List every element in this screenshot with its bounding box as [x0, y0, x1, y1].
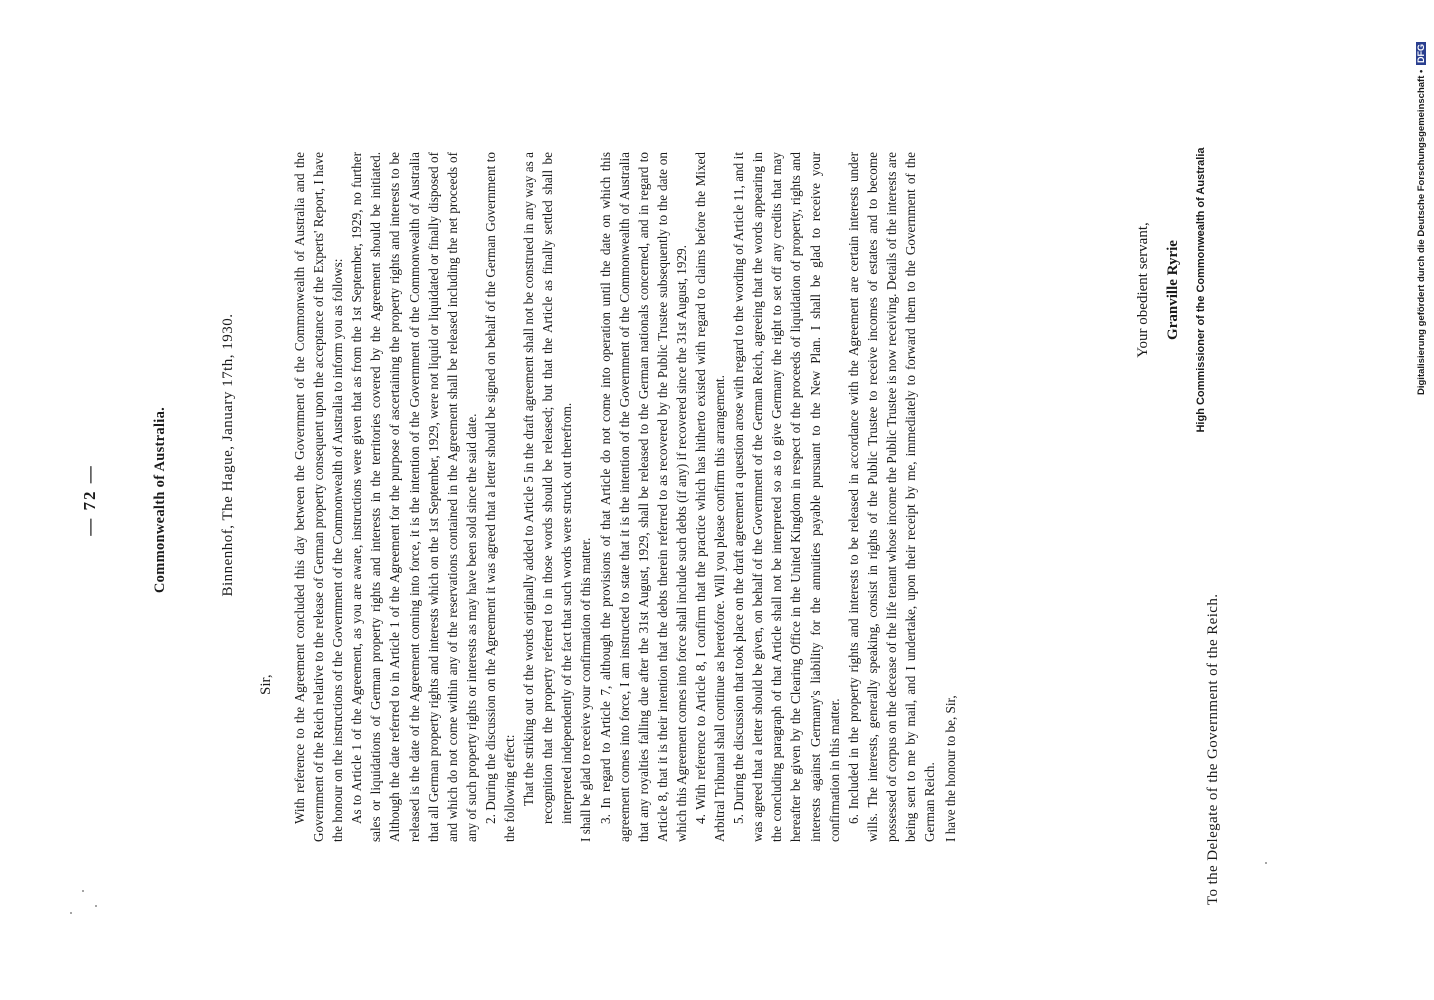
place-and-date: Binnenhof, The Hague, January 17th, 1930. — [220, 313, 236, 597]
signature-block — [1128, 140, 1214, 440]
confirmation-request: I shall be glad to receive your confirmation of this matter. — [578, 537, 594, 842]
quoted-letter: That the striking out of the words originally added to Article 5 in the draft agreement shall not be construed in any way as a recognition that the property referred to in those words should be released; but that the Article as finally settled shall be interpreted independently of the fact that such words were struck out therefrom. — [521, 152, 575, 824]
page-heading: Commonwealth of Australia. — [152, 406, 168, 594]
page-number: — 72 — — [80, 464, 99, 536]
addressee: To the Delegate of the Government of the Reich. — [1205, 593, 1221, 905]
scan-speck — [82, 890, 84, 892]
dfg-logo: DFG — [1416, 44, 1426, 64]
letter-body — [290, 152, 960, 842]
scan-speck — [70, 912, 72, 914]
paragraph-4: 4. With reference to Article 8, I confirm that the practice which has hitherto existed with regard to claims before the Mixed Arbitral Tribunal shall continue as heretofore. Will you please confirm this arrangement. — [692, 152, 728, 842]
paragraph-6: 6. Included in the property rights and interests to be released in accordance with the Agreement are certain interests under wills. The interests, generally speaking, consist in rights of the Public Trustee to receive incomes of estates and to become possessed of corpus on the decease of the life tenant whose income the Public Trustee is now receiving. Details of the interests are being sent to me by mail, and I undertake, upon their receipt by me, immediately to forward them to the Government of the German Reich. — [845, 152, 938, 842]
paragraph-2: 2. During the discussion on the Agreement it was agreed that a letter should be signed on behalf of the German Government to the following effect: — [482, 152, 518, 842]
digitization-text: Digitalisierung gefördert durch die Deutsche Forschungsgemeinschaft • — [1416, 69, 1427, 395]
salutation: Sir, — [258, 674, 274, 695]
closing-line: I have the honour to be, Sir, — [943, 695, 959, 842]
signatory-name: Granville Ryrie — [1165, 240, 1181, 340]
digitization-note — [1416, 0, 1427, 395]
signatory-title: High Commissioner of the Commonwealth of Australia — [1195, 147, 1207, 433]
scan-speck — [95, 905, 97, 907]
paragraph-3: 3. In regard to Article 7, although the provisions of that Article do not come into operation until the date on which this agreement comes into force, I am instructed to state that it is the intention of the Government of the Commonwealth of Australia that any royalties falling due after the 31st August, 1929, shall be released to the German nationals concerned, and in regard to Article 8, that it is their intention that the debts therein referred to as recovered by the Public Trustee subsequently to the date on which this Agreement comes into force shall include such debts (if any) if recovered since the 31st August, 1929. — [597, 152, 689, 842]
paragraph-5: 5. During the discussion that took place on the draft agreement a question arose with regard to the wording of Article 11, and it was agreed that a letter should be given, on behalf of the Government of the German Reich, agreeing that the words appearing in the concluding paragraph of that Article shall not be interpreted so as to give Germany the right to set off any credits that may hereafter be given by the Clearing Office in the United Kingdom in respect of the proceeds of liquidation of property, rights and interests against Germany's liability for the annuities payable pursuant to the New Plan. I shall be glad to receive your confirmation in this matter. — [731, 152, 842, 842]
paragraph-intro: With reference to the Agreement concluded this day between the Government of the Commonwealth of Australia and the Government of the Reich relative to the release of German property consequent upon the acceptance of the Experts' Report, I have the honour on the instructions of the Government of the Commonwealth of Australia to inform you as follows: — [292, 152, 346, 842]
complimentary-close: Your obedient servant, — [1135, 222, 1151, 358]
scan-speck — [1265, 862, 1267, 864]
paragraph-article-1: As to Article 1 of the Agreement, as you are aware, instructions were given that as from the 1st September, 1929, no further sales or liquidations of German property rights and interests in the territories covered by the Agreement should be initiated. Although the date referred to in Article 1 of the Agreement for the purpose of ascertaining the property rights and interests to be released is the date of the Agreement coming into force, it is the intention of the Government of the Commonwealth of Australia that all German property rights and interests which on the 1st September, 1929, were not liquid or liquidated or finally disposed of and which do not come within any of the reservations contained in the Agreement shall be released including the net proceeds of any of such property rights or interests as may have been sold since the said date. — [349, 152, 479, 842]
